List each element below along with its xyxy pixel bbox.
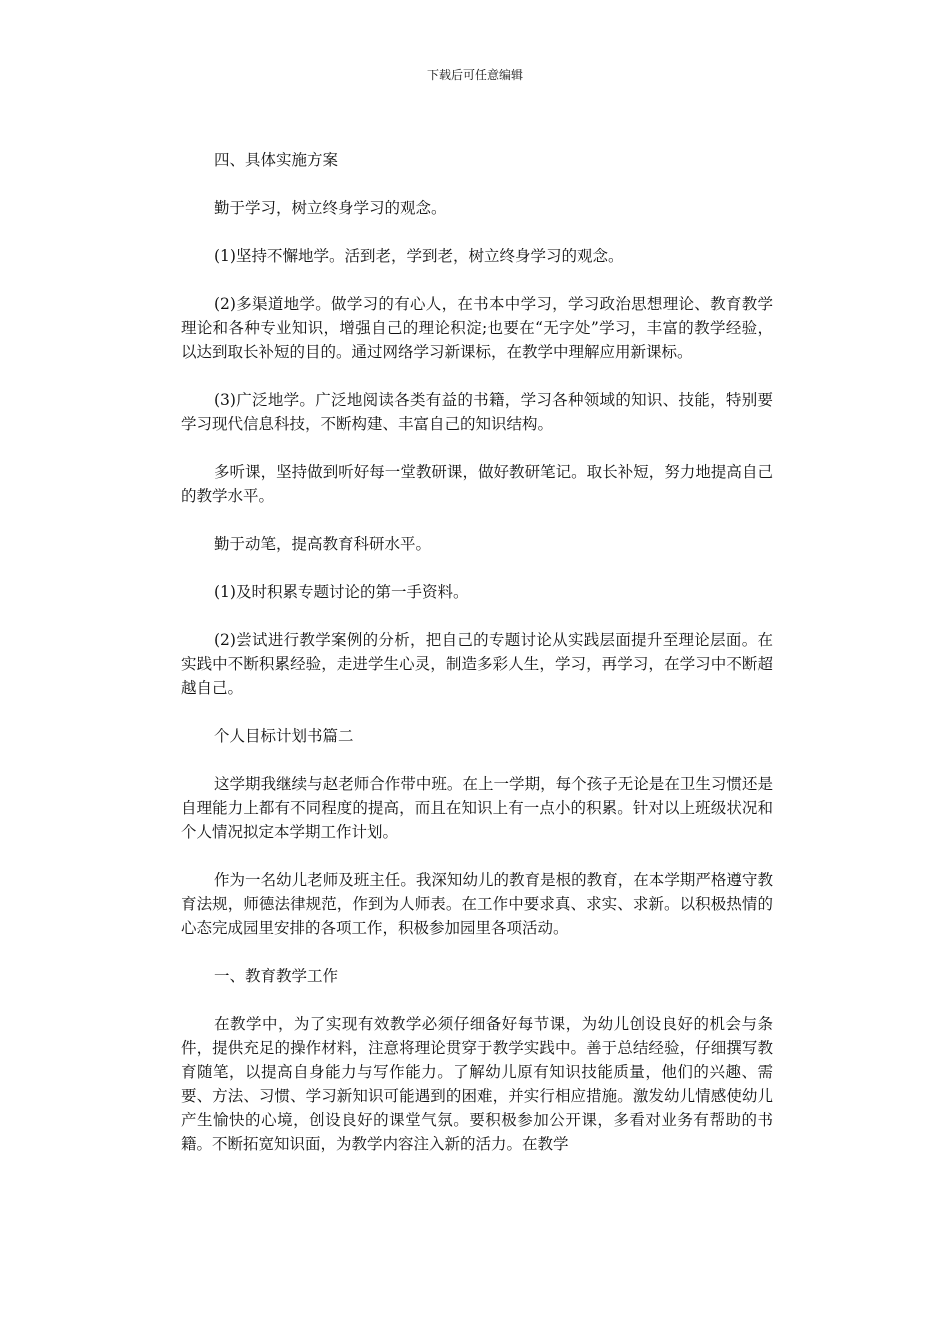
paragraph: 这学期我继续与赵老师合作带中班。在上一学期，每个孩子无论是在卫生习惯还是自理能力上都有不同程度的提高，而且在知识上有一点小的积累。针对以上班级状况和个人情况拟定本学期工作计划。 (181, 775, 773, 841)
paragraph: (2)多渠道地学。做学习的有心人，在书本中学习，学习政治思想理论、教育教学理论和各种专业知识，增强自己的理论积淀;也要在“无字处”学习，丰富的教学经验，以达到取长补短的目的。通过网络学习新课标，在教学中理解应用新课标。 (181, 295, 773, 361)
paragraph: 作为一名幼儿老师及班主任。我深知幼儿的教育是根的教育，在本学期严格遵守教育法规，师德法律规范，作到为人师表。在工作中要求真、求实、求新。以积极热情的心态完成园里安排的各项工作，积极参加园里各项活动。 (181, 871, 773, 937)
paragraph: (1)坚持不懈地学。活到老，学到老，树立终身学习的观念。 (214, 247, 624, 265)
paragraph: (2)尝试进行教学案例的分析，把自己的专题讨论从实践层面提升至理论层面。在实践中不断积累经验，走进学生心灵，制造多彩人生，学习，再学习，在学习中不断超越自己。 (181, 631, 773, 697)
paragraph: 勤于动笔，提高教育科研水平。 (214, 535, 432, 553)
paragraph: (1)及时积累专题讨论的第一手资料。 (214, 583, 469, 601)
page-header: 下载后可任意编辑 (426, 68, 523, 82)
section-heading: 四、具体实施方案 (214, 151, 339, 169)
paragraph: 勤于学习，树立终身学习的观念。 (214, 199, 447, 217)
section-heading: 一、教育教学工作 (214, 967, 339, 985)
section-heading: 个人目标计划书篇二 (214, 727, 354, 745)
document-body (181, 148, 773, 1156)
paragraph: 多听课，坚持做到听好每一堂教研课，做好教研笔记。取长补短，努力地提高自己的教学水平。 (181, 463, 773, 505)
paragraph: 在教学中，为了实现有效教学必须仔细备好每节课，为幼儿创设良好的机会与条件，提供充足的操作材料，注意将理论贯穿于教学实践中。善于总结经验，仔细撰写教育随笔，以提高自身能力与写作能力。了解幼儿原有知识技能质量，他们的兴趣、需要、方法、习惯、学习新知识可能遇到的困难，并实行相应措施。激发幼儿情感使幼儿产生愉快的心境，创设良好的课堂气氛。要积极参加公开课，多看对业务有帮助的书籍。不断拓宽知识面，为教学内容注入新的活力。在教学 (181, 1015, 773, 1153)
paragraph: (3)广泛地学。广泛地阅读各类有益的书籍，学习各种领域的知识、技能，特别要学习现代信息科技，不断构建、丰富自己的知识结构。 (181, 391, 773, 433)
